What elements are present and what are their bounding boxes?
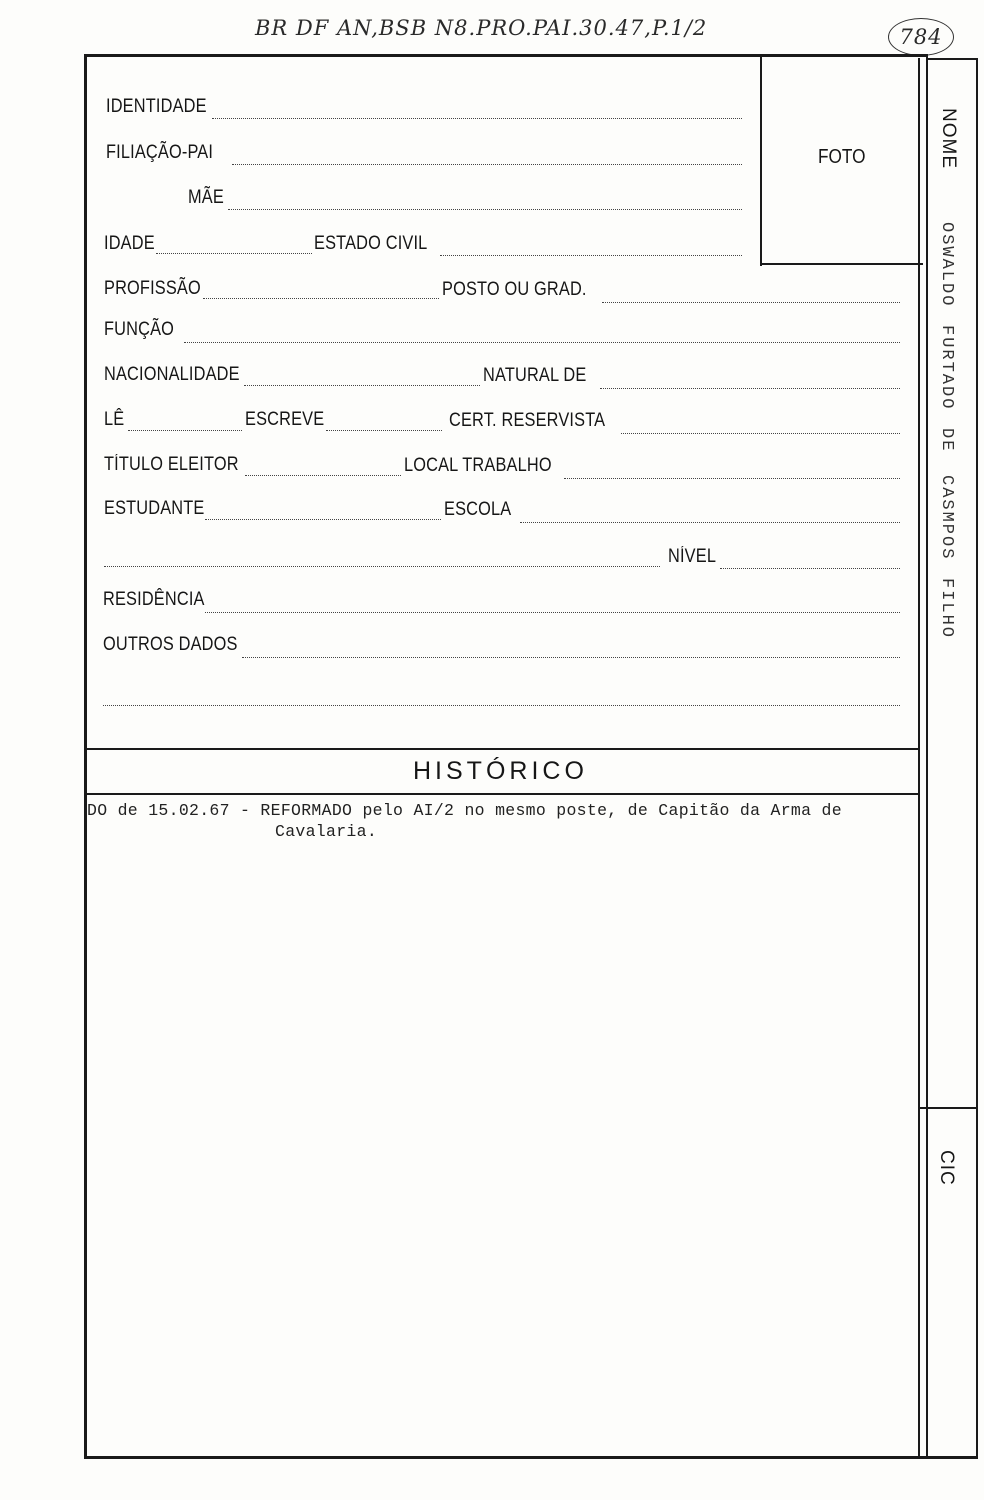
funcao-field[interactable] <box>184 342 900 343</box>
identidade-field[interactable] <box>212 118 742 119</box>
natural-de-label: NATURAL DE <box>483 365 587 386</box>
estado-civil-label: ESTADO CIVIL <box>314 233 428 254</box>
idade-label: IDADE <box>104 233 155 254</box>
photo-box-bottom-line <box>760 263 923 265</box>
nivel-label: NÍVEL <box>668 546 717 567</box>
historico-entry-line-2: Cavalaria. <box>275 822 378 841</box>
estudante-label: ESTUDANTE <box>104 498 205 519</box>
mae-field[interactable] <box>228 209 742 210</box>
photo-label: FOTO <box>818 146 866 168</box>
local-trabalho-field[interactable] <box>564 478 900 479</box>
historico-heading: HISTÓRICO <box>413 757 588 785</box>
frame-bottom-line <box>84 1456 978 1459</box>
escola-field[interactable] <box>520 522 900 523</box>
estudante-field[interactable] <box>205 519 441 520</box>
identidade-label: IDENTIDADE <box>106 96 207 117</box>
posto-grad-field[interactable] <box>602 302 900 303</box>
idade-field[interactable] <box>156 253 312 254</box>
estado-civil-field[interactable] <box>440 255 742 256</box>
cert-reservista-field[interactable] <box>621 433 900 434</box>
profissao-field[interactable] <box>203 298 439 299</box>
escreve-field[interactable] <box>326 430 442 431</box>
outros-dados-label: OUTROS DADOS <box>103 634 238 655</box>
posto-grad-label: POSTO OU GRAD. <box>442 279 587 300</box>
frame-right-inner-line <box>926 54 928 1459</box>
cic-side-label: CIC <box>936 1150 957 1186</box>
profissao-label: PROFISSÃO <box>104 278 201 299</box>
residencia-field[interactable] <box>205 612 900 613</box>
historico-entry-line-1: DO de 15.02.67 - REFORMADO pelo AI/2 no mesmo poste, de Capitão da Arma de <box>87 801 842 820</box>
escola-continuation-field[interactable] <box>104 566 660 567</box>
name-word-1: OSWALDO <box>937 222 956 308</box>
natural-de-field[interactable] <box>600 388 900 389</box>
side-strip-top-line <box>926 58 978 60</box>
filiacao-pai-field[interactable] <box>232 164 742 165</box>
frame-right-outer-line <box>976 58 978 1459</box>
nome-side-label: NOME <box>938 108 959 169</box>
frame-top-line <box>84 54 927 57</box>
page-stamp-number: 784 <box>888 18 954 56</box>
cic-divider-line <box>919 1107 977 1109</box>
escola-label: ESCOLA <box>444 499 512 520</box>
le-field[interactable] <box>128 430 242 431</box>
titulo-eleitor-field[interactable] <box>245 475 401 476</box>
mae-label: MÃE <box>188 187 224 208</box>
photo-box-left-line <box>760 56 762 266</box>
nacionalidade-label: NACIONALIDADE <box>104 364 240 385</box>
funcao-label: FUNÇÃO <box>104 319 175 340</box>
escreve-label: ESCREVE <box>245 409 325 430</box>
historico-heading-bottom-line <box>84 793 920 795</box>
name-word-5: FILHO <box>937 578 956 640</box>
archive-reference: BR DF AN,BSB N8.PRO.PAI.30.47,P.1/2 <box>255 16 708 40</box>
outros-dados-field[interactable] <box>242 657 900 658</box>
outros-dados-continuation-field[interactable] <box>103 705 900 706</box>
titulo-eleitor-label: TÍTULO ELEITOR <box>104 454 239 475</box>
name-word-3: DE <box>937 428 956 453</box>
nivel-field[interactable] <box>720 568 900 569</box>
historico-top-line <box>84 748 920 750</box>
residencia-label: RESIDÊNCIA <box>103 589 205 610</box>
nacionalidade-field[interactable] <box>244 385 480 386</box>
frame-left-line <box>84 54 87 1459</box>
filiacao-pai-label: FILIAÇÃO-PAI <box>106 142 214 163</box>
form-right-line <box>918 58 920 1458</box>
le-label: LÊ <box>104 409 125 430</box>
local-trabalho-label: LOCAL TRABALHO <box>404 455 552 476</box>
name-word-2: FURTADO <box>937 325 956 411</box>
cert-reservista-label: CERT. RESERVISTA <box>449 410 606 431</box>
name-word-4: CASMPOS <box>937 475 956 561</box>
